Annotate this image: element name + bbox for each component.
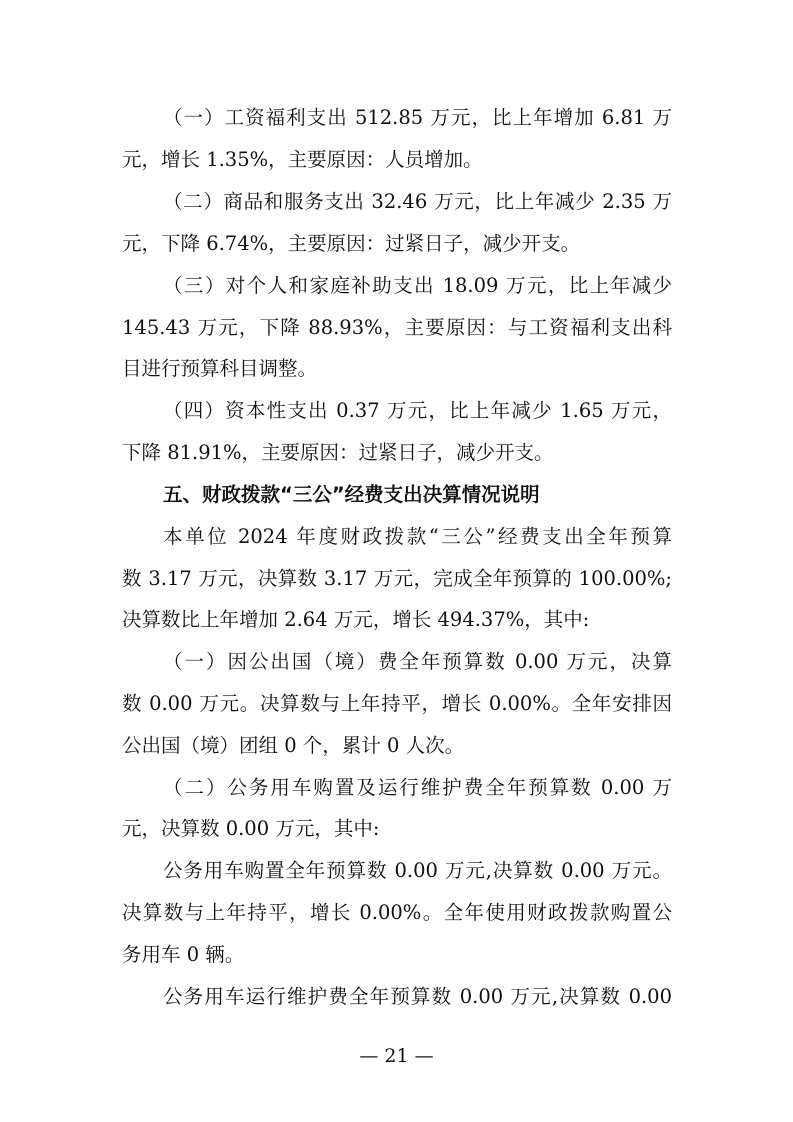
paragraph-line: 下降 81.91%，主要原因：过紧日子，减少开支。 xyxy=(122,441,554,464)
paragraph-line: 元，下降 6.74%，主要原因：过紧日子，减少开支。 xyxy=(122,232,581,255)
paragraph-line: 务用车 0 辆。 xyxy=(122,943,245,966)
paragraph-line: 决算数与上年持平，增长 0.00%。全年使用财政拨款购置公 xyxy=(122,901,672,924)
paragraph-line: 公务用车购置全年预算数 0.00 万元,决算数 0.00 万元。 xyxy=(163,859,672,882)
paragraph-line: 公出国（境）团组 0 个，累计 0 人次。 xyxy=(122,734,465,757)
paragraph-line: 元，增长 1.35%，主要原因：人员增加。 xyxy=(122,148,483,171)
paragraph-line: 元，决算数 0.00 万元，其中: xyxy=(122,817,380,840)
paragraph-line: 数 3.17 万元，决算数 3.17 万元，完成全年预算的 100.00%; xyxy=(122,567,672,590)
paragraph-line: 目进行预算科目调整。 xyxy=(122,357,318,380)
paragraph-line: （二）公务用车购置及运行维护费全年预算数 0.00 万 xyxy=(163,776,672,799)
paragraph-line: （四）资本性支出 0.37 万元，比上年减少 1.65 万元， xyxy=(163,399,672,422)
paragraph-line: （一）因公出国（境）费全年预算数 0.00 万元，决算 xyxy=(163,650,672,673)
section-heading: 五、财政拨款“三公”经费支出决算情况说明 xyxy=(163,483,540,506)
paragraph-line: 145.43 万元，下降 88.93%，主要原因：与工资福利支出科 xyxy=(122,316,672,339)
paragraph-line: 决算数比上年增加 2.64 万元，增长 494.37%，其中: xyxy=(122,608,590,631)
paragraph-line: （三）对个人和家庭补助支出 18.09 万元，比上年减少 xyxy=(163,274,672,297)
paragraph-line: （二）商品和服务支出 32.46 万元，比上年减少 2.35 万 xyxy=(163,190,672,213)
paragraph-line: 公务用车运行维护费全年预算数 0.00 万元,决算数 0.00 xyxy=(163,985,672,1008)
page-number: — 21 — xyxy=(359,1045,434,1067)
paragraph-line: 数 0.00 万元。决算数与上年持平，增长 0.00%。全年安排因 xyxy=(122,692,672,715)
paragraph-line: （一）工资福利支出 512.85 万元，比上年增加 6.81 万 xyxy=(163,106,672,129)
paragraph-line: 本单位 2024 年度财政拨款“三公”经费支出全年预算 xyxy=(163,525,672,548)
